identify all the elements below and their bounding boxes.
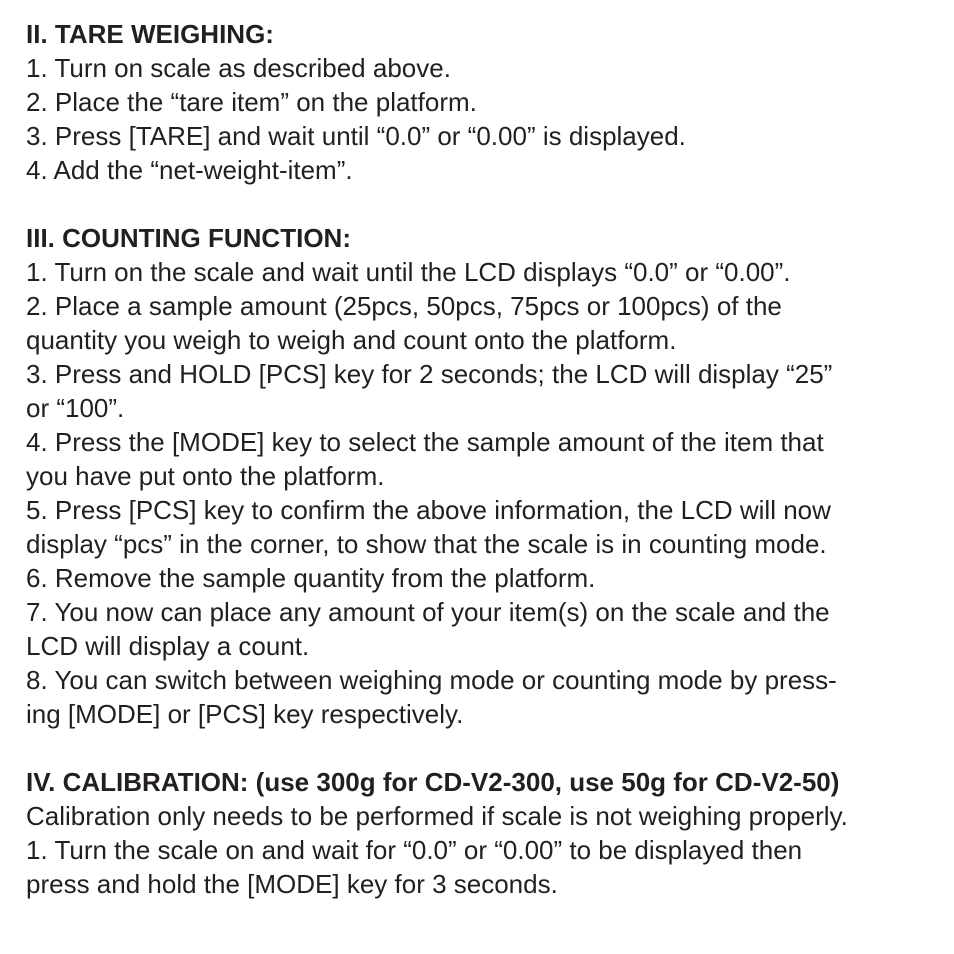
instruction-line: quantity you weigh to weigh and count onto the platform. — [26, 325, 677, 355]
instruction-line: display “pcs” in the corner, to show that the scale is in counting mode. — [26, 529, 827, 559]
section-counting-function — [26, 221, 936, 731]
section-heading: II. TARE WEIGHING: — [26, 19, 274, 49]
instruction-line: Calibration only needs to be performed if scale is not weighing properly. — [26, 801, 848, 831]
instruction-line: 1. Turn on the scale and wait until the LCD displays “0.0” or “0.00”. — [26, 257, 791, 287]
instruction-line: 7. You now can place any amount of your item(s) on the scale and the — [26, 597, 830, 627]
instruction-line: or “100”. — [26, 393, 125, 423]
instruction-line: 6. Remove the sample quantity from the platform. — [26, 563, 596, 593]
instruction-line: 1. Turn the scale on and wait for “0.0” or “0.00” to be displayed then — [26, 835, 803, 865]
instruction-line: 4. Add the “net-weight-item”. — [26, 155, 353, 185]
section-spacer — [26, 187, 936, 221]
instruction-line: you have put onto the platform. — [26, 461, 385, 491]
instruction-line: 3. Press [TARE] and wait until “0.0” or “0.00” is displayed. — [26, 121, 686, 151]
instruction-line: 1. Turn on scale as described above. — [26, 53, 451, 83]
section-heading: III. COUNTING FUNCTION: — [26, 223, 351, 253]
section-spacer — [26, 731, 936, 765]
section-tare-weighing — [26, 17, 936, 187]
section-heading: IV. CALIBRATION: (use 300g for CD-V2-300, use 50g for CD-V2-50) — [26, 767, 840, 797]
section-calibration — [26, 765, 936, 901]
instruction-line: 4. Press the [MODE] key to select the sample amount of the item that — [26, 427, 824, 457]
instruction-line: ing [MODE] or [PCS] key respectively. — [26, 699, 464, 729]
manual-page — [26, 17, 936, 901]
instruction-line: 3. Press and HOLD [PCS] key for 2 seconds; the LCD will display “25” — [26, 359, 833, 389]
instruction-line: 2. Place the “tare item” on the platform. — [26, 87, 477, 117]
instruction-line: press and hold the [MODE] key for 3 seconds. — [26, 869, 558, 899]
instruction-line: 8. You can switch between weighing mode or counting mode by press- — [26, 665, 837, 695]
instruction-line: 5. Press [PCS] key to confirm the above information, the LCD will now — [26, 495, 831, 525]
instruction-line: 2. Place a sample amount (25pcs, 50pcs, 75pcs or 100pcs) of the — [26, 291, 782, 321]
instruction-line: LCD will display a count. — [26, 631, 310, 661]
